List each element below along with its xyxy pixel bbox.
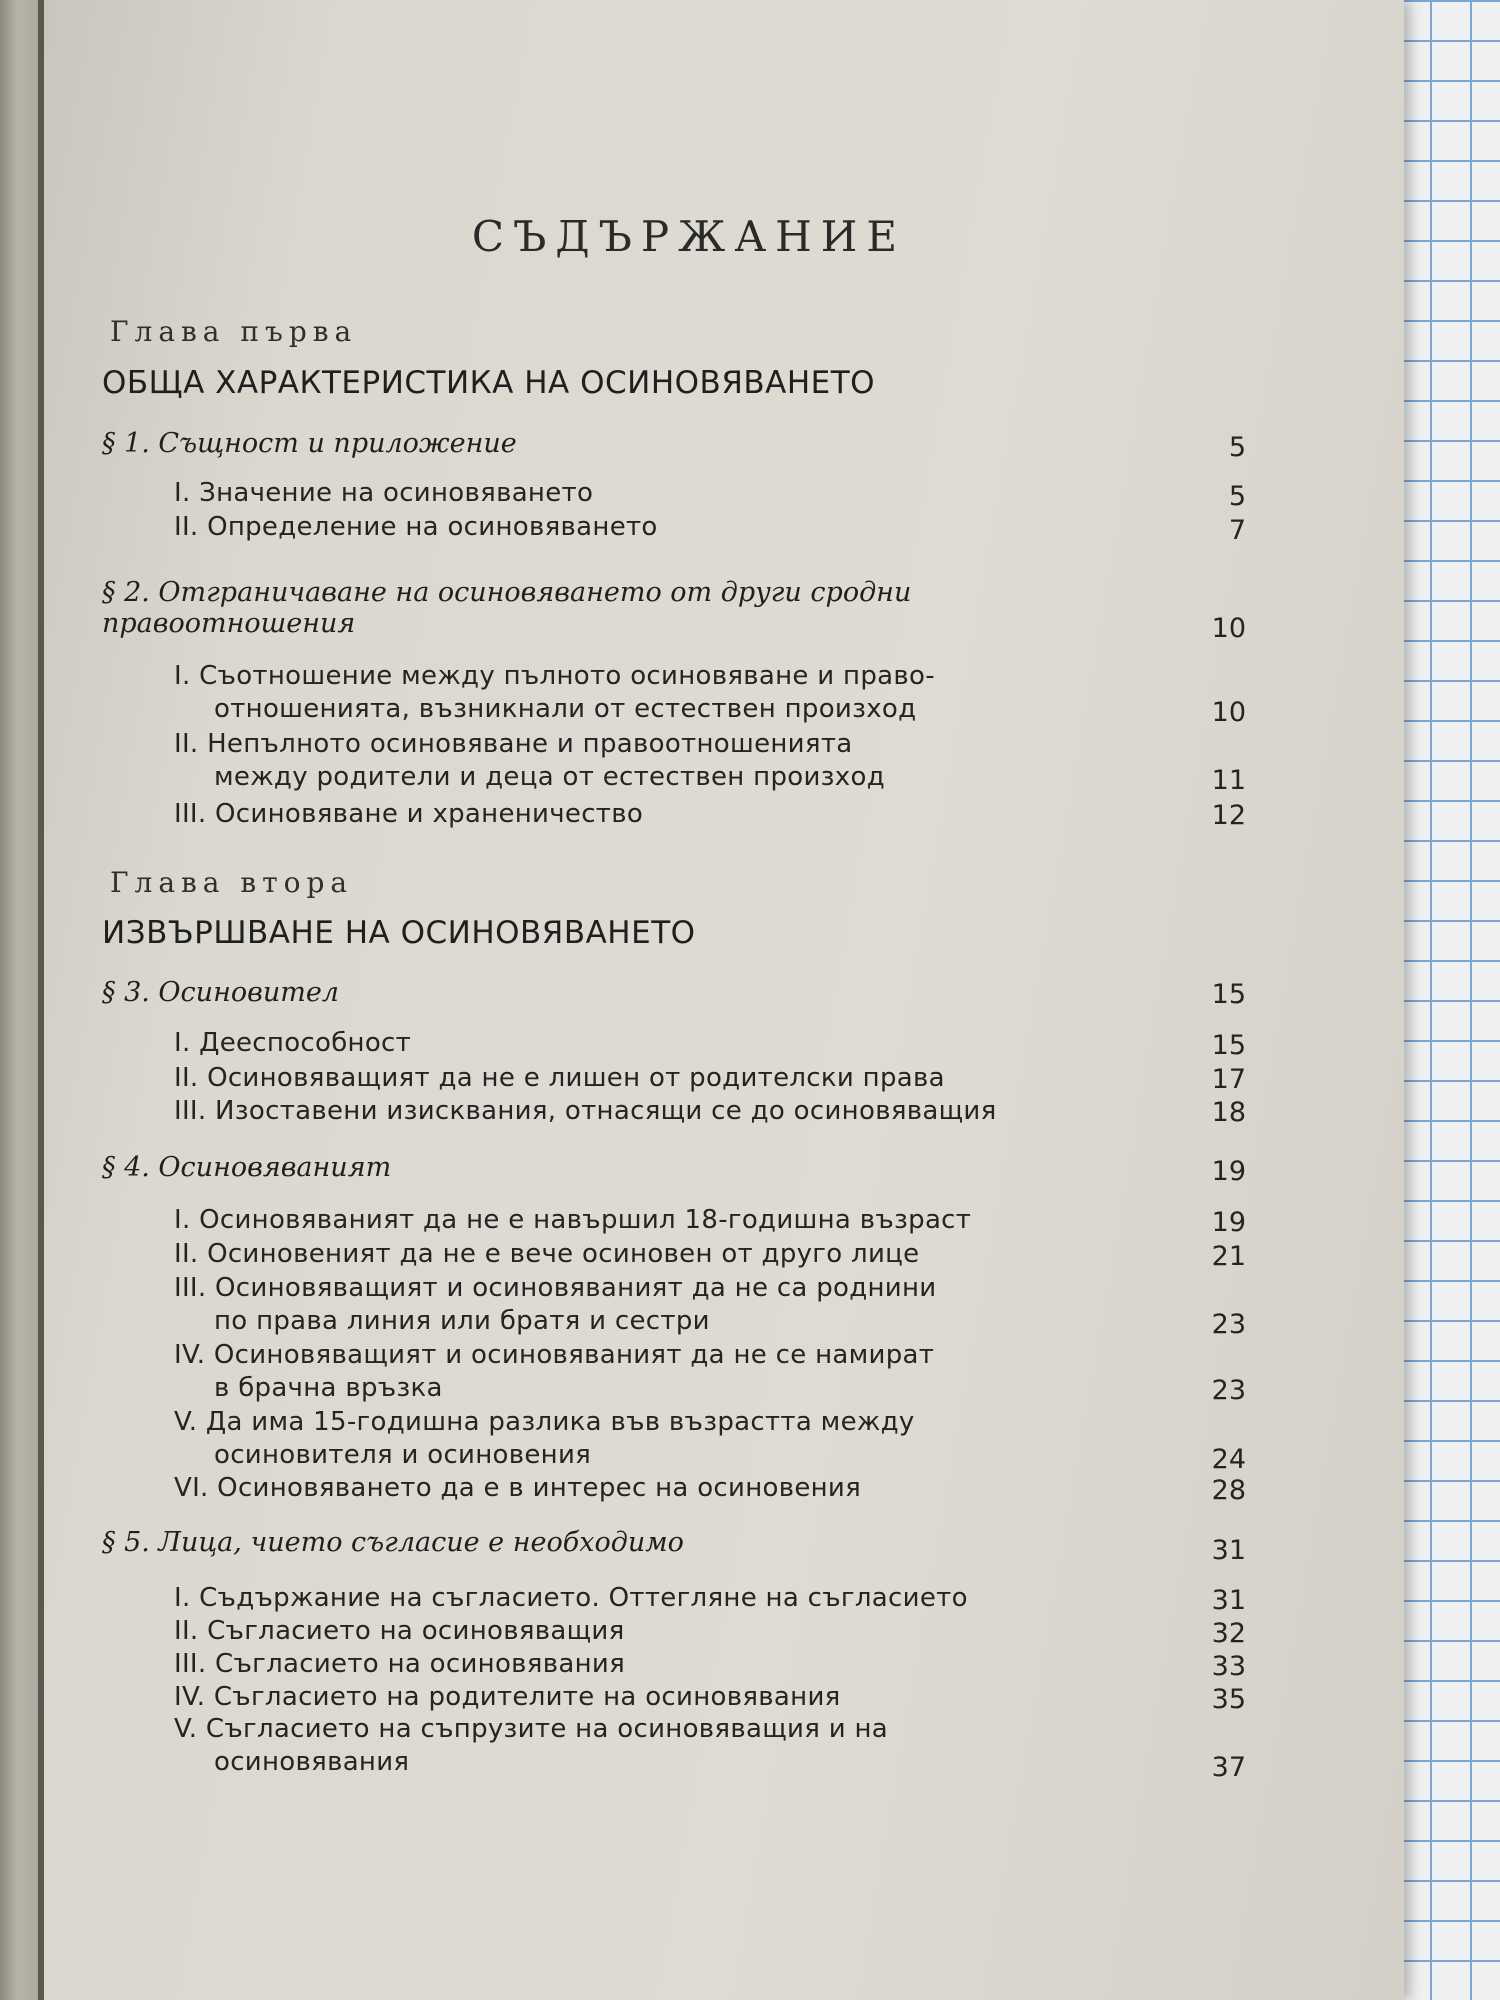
page-title: СЪДЪРЖАНИЕ (471, 212, 907, 261)
toc-item: I. Значение на осиновяването (174, 478, 594, 508)
toc-item: II. Осиновеният да не е вече осиновен от друго лице (174, 1239, 920, 1269)
section-page-number: 31 (1211, 1535, 1246, 1566)
item-page-number: 7 (1228, 515, 1246, 546)
item-page-number: 35 (1211, 1684, 1246, 1715)
item-page-number: 21 (1211, 1241, 1246, 1272)
toc-item: V. Да има 15-годишна разлика във възрастта между осиновителя и осиновения (174, 1407, 915, 1470)
section-title: § 2. Отграничаване на осиновяването от други сродни правоотношения (102, 577, 912, 639)
item-page-number: 11 (1211, 765, 1246, 796)
toc-item: II. Осиновяващият да не е лишен от родителски права (174, 1063, 945, 1093)
toc-item: I. Съдържание на съгласието. Оттегляне на съгласието (174, 1583, 968, 1613)
chapter-label: Глава втора (110, 866, 354, 899)
toc-item: II. Определение на осиновяването (174, 512, 658, 542)
section-title: § 5. Лица, чието съгласие е необходимо (102, 1527, 684, 1558)
toc-item: II. Непълното осиновяване и правоотношенията между родители и деца от естествен произход (174, 729, 885, 792)
item-page-number: 33 (1211, 1651, 1246, 1682)
item-page-number: 23 (1211, 1375, 1246, 1406)
toc-item: II. Съгласието на осиновяващия (174, 1616, 625, 1646)
section-title: § 1. Същност и приложение (102, 428, 517, 459)
toc-item: I. Осиновяваният да не е навършил 18-годишна възраст (174, 1205, 972, 1235)
toc-item: V. Съгласието на съпрузите на осиновяващия и на осиновявания (174, 1714, 888, 1777)
book-page (44, 0, 1404, 2000)
section-page-number: 15 (1211, 979, 1246, 1010)
book-left-edge (0, 0, 44, 2000)
item-page-number: 37 (1211, 1752, 1246, 1783)
item-page-number: 18 (1211, 1097, 1246, 1128)
toc-item: III. Изоставени изисквания, отнасящи се до осиновяващия (174, 1096, 997, 1126)
item-page-number: 19 (1211, 1207, 1246, 1238)
item-page-number: 10 (1211, 697, 1246, 728)
toc-item: I. Съотношение между пълното осиновяване и право- отношенията, възникнали от естествен произход (174, 661, 935, 724)
toc-item: IV. Осиновяващият и осиновяваният да не се намират в брачна връзка (174, 1340, 935, 1403)
chapter-title: ОБЩА ХАРАКТЕРИСТИКА НА ОСИНОВЯВАНЕТО (102, 365, 876, 401)
section-title: § 3. Осиновител (102, 977, 339, 1008)
section-page-number: 19 (1211, 1156, 1246, 1187)
item-page-number: 5 (1228, 481, 1246, 512)
toc-item: VI. Осиновяването да е в интерес на осиновения (174, 1473, 862, 1503)
toc-item: III. Осиновяващият и осиновяваният да не са роднини по права линия или братя и сестри (174, 1273, 937, 1336)
item-page-number: 28 (1211, 1475, 1246, 1506)
toc-item: I. Дееспособност (174, 1028, 412, 1058)
toc-item: IV. Съгласието на родителите на осиновявания (174, 1682, 841, 1712)
section-page-number: 10 (1211, 613, 1246, 644)
toc-item: III. Осиновяване и храненичество (174, 799, 644, 829)
item-page-number: 32 (1211, 1618, 1246, 1649)
grid-paper-background (1390, 0, 1500, 2000)
chapter-title: ИЗВЪРШВАНЕ НА ОСИНОВЯВАНЕТО (102, 915, 696, 951)
item-page-number: 23 (1211, 1309, 1246, 1340)
item-page-number: 15 (1211, 1030, 1246, 1061)
section-page-number: 5 (1228, 432, 1246, 463)
toc-item: III. Съгласието на осиновявания (174, 1649, 626, 1679)
item-page-number: 24 (1211, 1444, 1246, 1475)
item-page-number: 31 (1211, 1585, 1246, 1616)
section-title: § 4. Осиновяваният (102, 1152, 392, 1183)
chapter-label: Глава първа (110, 315, 358, 348)
item-page-number: 17 (1211, 1064, 1246, 1095)
item-page-number: 12 (1211, 800, 1246, 831)
